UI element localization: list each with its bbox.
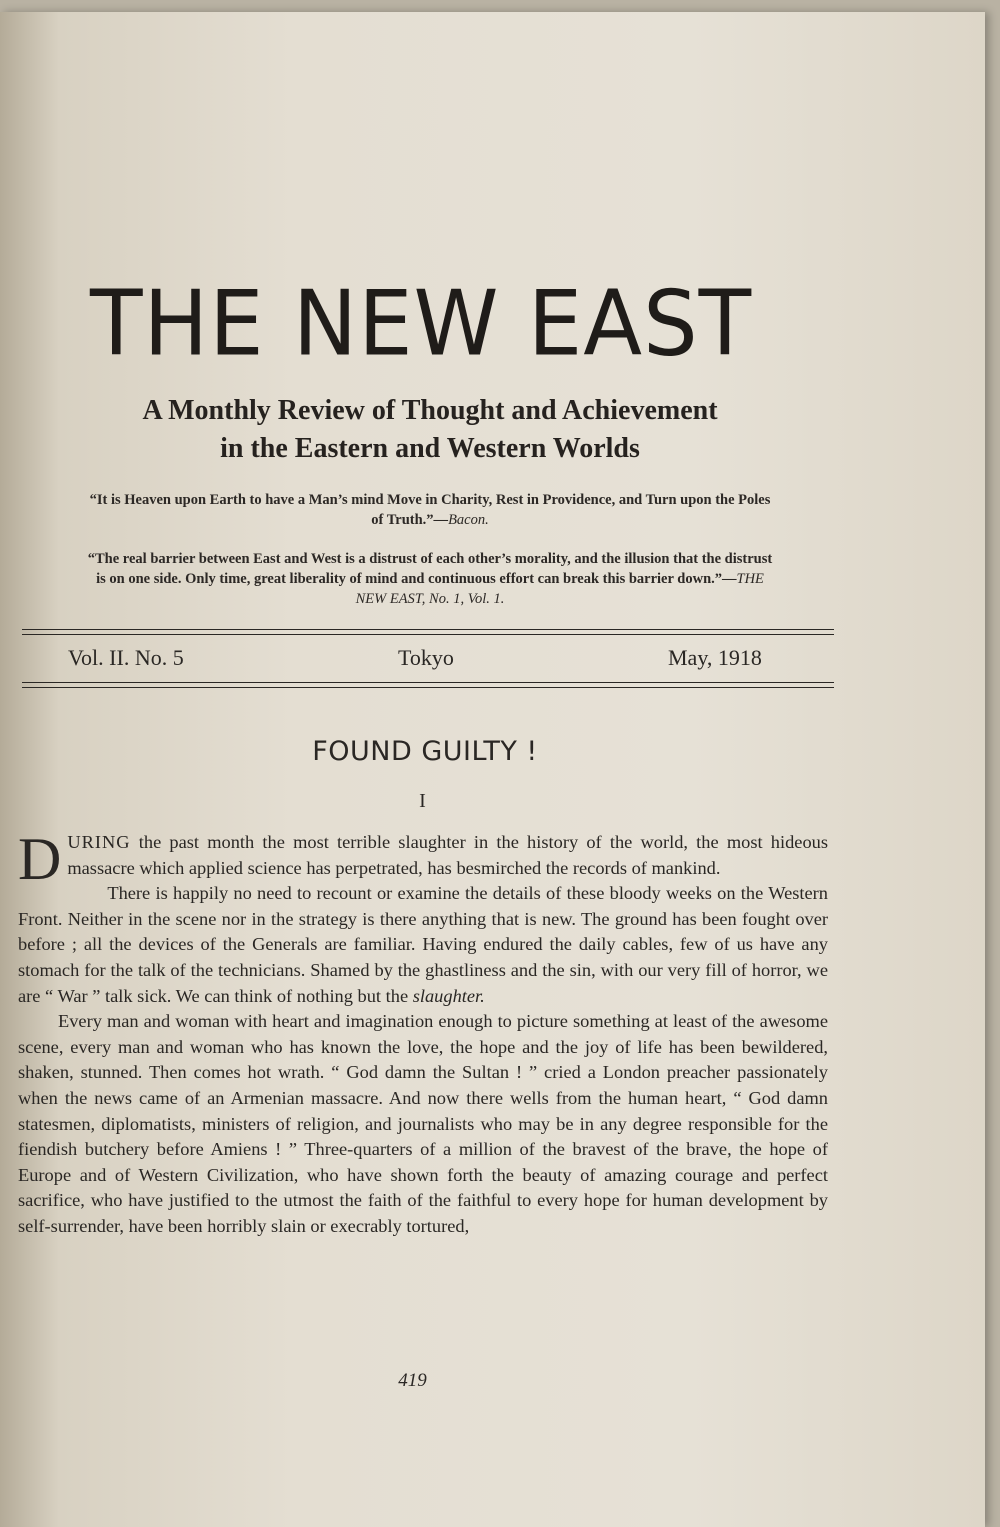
epigraph-new-east-text: “The real barrier between East and West is a distrust of each other’s morality, and the illusion that the distrust is on one side. Only time, great liberality of mind and continuous effort can break this barrier down.”— xyxy=(87,551,773,587)
rule-top-1 xyxy=(22,629,834,630)
paragraph-1-caps: URING xyxy=(67,832,131,852)
issue-bar xyxy=(68,645,788,681)
paragraph-3 xyxy=(18,1009,828,1239)
paragraph-2 xyxy=(18,881,828,1009)
page-number: 419 xyxy=(398,1370,427,1391)
epigraph-new-east xyxy=(85,549,775,609)
subtitle-line-1: A Monthly Review of Thought and Achievement xyxy=(142,395,718,426)
paragraph-2-italic: slaughter. xyxy=(412,985,485,1006)
rule-bottom-1 xyxy=(22,682,834,683)
issue-date: May, 1918 xyxy=(668,645,762,670)
epigraph-bacon-text: “It is Heaven upon Earth to have a Man’s mind Move in Charity, Rest in Providence, and Turn upon the Poles of Truth.”— xyxy=(89,492,771,528)
rule-top-2 xyxy=(22,634,834,635)
subtitle-line-2: in the Eastern and Western Worlds xyxy=(220,433,640,464)
paragraph-1-text: the past month the most terrible slaughter in the history of the world, the most hideous massacre which applied science has perpetrated, has besmirched the records of mankind. xyxy=(67,832,828,878)
article-title: FOUND GUILTY ! xyxy=(312,736,538,767)
issue-place: Tokyo xyxy=(398,645,454,670)
issue-volume: Vol. II. No. 5 xyxy=(68,645,184,670)
section-number: I xyxy=(419,790,426,812)
article-body xyxy=(18,826,828,1240)
drop-cap: D xyxy=(18,826,62,892)
paragraph-1 xyxy=(18,826,828,892)
epigraph-bacon-attribution: Bacon. xyxy=(448,512,489,528)
epigraph-new-east-attribution: THE NEW EAST, No. 1, Vol. 1. xyxy=(355,571,764,607)
paragraph-3-text: Every man and woman with heart and imagination enough to picture something at least of the awesome scene, every man and woman who has known the love, the hope and the joy of life has been bewildered, shaken, stunned. Then comes hot wrath. “ God damn the Sultan ! ” cried a London preacher passionately when the news came of an Armenian massacre. And now there wells from the human heart, “ God damn statesmen, diplomatists, ministers of religion, and journalists who may be in any degree responsible for the fiendish butchery before Amiens ! ” Three-quarters of a million of the bravest of the brave, the hope of Europe and of Western Civilization, who have shown forth the beauty of amazing courage and perfect sacrifice, who have justified to the utmost the faith of the faithful to every hope for human development by self-surrender, have been horribly slain or execrably tortured, xyxy=(18,1011,828,1236)
subtitle xyxy=(90,392,770,468)
epigraph-bacon xyxy=(85,490,775,530)
masthead-title: THE NEW EAST xyxy=(90,271,753,377)
paragraph-2-text: There is happily no need to recount or examine the details of these bloody weeks on the Western Front. Neither in the scene nor in the strategy is there anything that is new. The ground has been fought over before ; all the devices of the Generals are familiar. Having endured the daily cables, few of us have any stomach for the talk of the technicians. Shamed by the ghastliness and the sin, with our very fill of horror, we are “ War ” talk sick. We can think of nothing but the xyxy=(18,883,828,1006)
rule-bottom-2 xyxy=(22,687,834,688)
magazine-page xyxy=(0,12,985,1527)
